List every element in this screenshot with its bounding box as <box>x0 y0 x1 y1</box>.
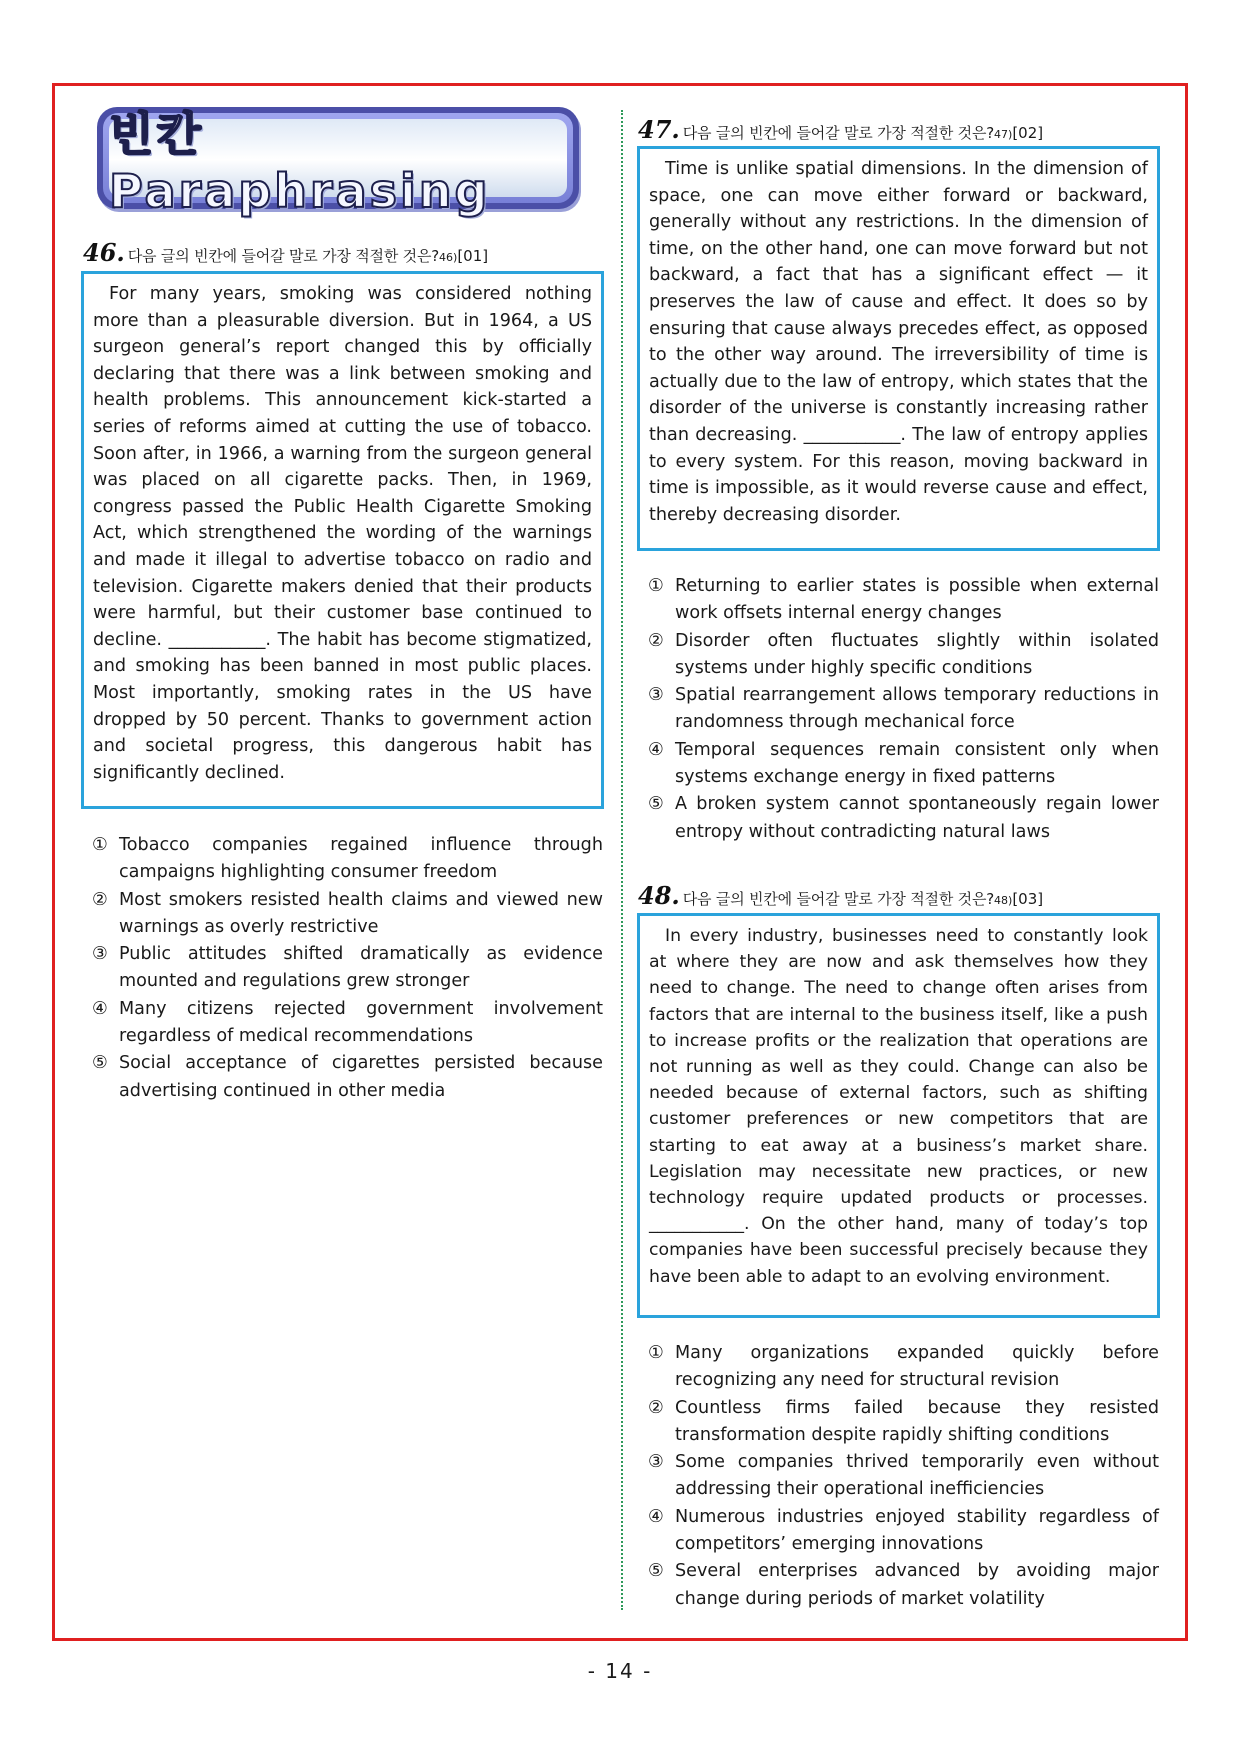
question-number: 48. <box>638 881 680 910</box>
option-3[interactable]: ③ Spatial rearrangement allows temporary reductions in randomness through mechanical force <box>648 685 1159 733</box>
question-prompt: 다음 글의 빈칸에 들어갈 말로 가장 적절한 것은? <box>127 247 440 265</box>
question-47-header <box>638 115 1043 145</box>
question-46-header <box>83 238 488 268</box>
question-code: [01] <box>457 247 489 265</box>
question-48-options <box>648 1340 1159 1613</box>
question-code: [02] <box>1012 124 1044 142</box>
question-number: 46. <box>83 238 125 267</box>
page-number: - 14 - <box>587 1659 653 1683</box>
option-2[interactable]: ② Countless firms failed because they resisted transformation despite rapidly shifting conditions <box>648 1397 1159 1445</box>
column-divider <box>621 110 623 1610</box>
option-2[interactable]: ② Disorder often fluctuates slightly within isolated systems under highly specific conditions <box>648 630 1159 678</box>
question-46-passage: For many years, smoking was considered nothing more than a pleasurable diversion. But in 1964, a US surgeon general’s report changed this by officially declaring that there was a link between smoking and health problems. This announcement kick-started a series of reforms aimed at cutting the use of tobacco. Soon after, in 1966, a warning from the surgeon general was placed on all cigarette packs. Then, in 1969, congress passed the Public Health Cigarette Smoking Act, which strengthened the wording of the warnings and made it illegal to advertise tobacco on radio and television. Cigarette makers denied that their products were harmful, but their customer base continued to decline. ___________. The habit has become stigmatized, and smoking has been banned in most public places. Most importantly, smoking rates in the US have dropped by 50 percent. Thanks to government action and societal progress, this dangerous habit has significantly declined. <box>93 284 592 783</box>
question-48-passage-box <box>637 913 1160 1318</box>
question-47-options <box>648 573 1159 846</box>
question-47-passage-box <box>637 146 1160 551</box>
question-ref: 48) <box>994 894 1013 907</box>
question-ref: 46) <box>439 251 458 264</box>
section-banner <box>97 107 579 218</box>
question-prompt: 다음 글의 빈칸에 들어갈 말로 가장 적절한 것은? <box>682 124 995 142</box>
option-1[interactable]: ① Returning to earlier states is possible when external work offsets internal energy changes <box>648 576 1159 624</box>
option-3[interactable]: ③ Public attitudes shifted dramatically as evidence mounted and regulations grew stronger <box>92 944 603 992</box>
option-4[interactable]: ④ Numerous industries enjoyed stability regardless of competitors’ emerging innovations <box>648 1506 1159 1555</box>
question-47-passage: Time is unlike spatial dimensions. In the dimension of space, one can move either forward or backward, generally without any restrictions. In the dimension of time, on the other hand, one can move forward but not backward, a fact that has a significant effect — it preserves the law of cause and effect. It does so by ensuring that cause always precedes effect, as opposed to the other way around. The irreversibility of time is actually due to the law of entropy, which states that the disorder of the universe is constantly increasing rather than decreasing. ___________. The law of entropy applies to every system. For this reason, moving backward in time is impossible, as it would reverse cause and effect, thereby decreasing disorder. <box>649 159 1148 525</box>
question-prompt: 다음 글의 빈칸에 들어갈 말로 가장 적절한 것은? <box>682 890 995 908</box>
option-4[interactable]: ④ Many citizens rejected government involvement regardless of medical recommendations <box>92 998 603 1047</box>
question-code: [03] <box>1012 890 1044 908</box>
option-5[interactable]: ⑤ Several enterprises advanced by avoiding major change during periods of market volatility <box>648 1561 1159 1609</box>
question-48-header <box>638 881 1043 911</box>
option-3[interactable]: ③ Some companies thrived temporarily even without addressing their operational inefficiencies <box>648 1452 1159 1500</box>
option-5[interactable]: ⑤ Social acceptance of cigarettes persisted because advertising continued in other media <box>92 1053 603 1101</box>
question-46-options <box>92 832 603 1105</box>
question-ref: 47) <box>994 128 1013 141</box>
option-1[interactable]: ① Tobacco companies regained influence through campaigns highlighting consumer freedom <box>92 835 603 883</box>
option-1[interactable]: ① Many organizations expanded quickly before recognizing any need for structural revision <box>648 1343 1159 1391</box>
option-5[interactable]: ⑤ A broken system cannot spontaneously regain lower entropy without contradicting natural laws <box>648 794 1159 842</box>
option-4[interactable]: ④ Temporal sequences remain consistent only when systems exchange energy in fixed patterns <box>648 739 1159 788</box>
section-title: 빈칸 Paraphrasing <box>109 107 491 218</box>
question-number: 47. <box>638 115 680 144</box>
question-48-passage: In every industry, businesses need to constantly look at where they are now and ask themselves how they need to change. The need to change often arises from factors that are internal to the business itself, like a push to increase profits or the realization that operations are not running as well as they could. Change can also be needed because of external factors, such as shifting customer preferences or new competitors that are starting to eat away at a business’s market share. Legislation may necessitate new practices, or new technology require updated products or processes. ___________. On the other hand, many of today’s top companies have been successful precisely because they have been able to adapt to an evolving environment. <box>649 926 1148 1287</box>
question-46-passage-box <box>81 271 604 809</box>
option-2[interactable]: ② Most smokers resisted health claims and viewed new warnings as overly restrictive <box>92 889 603 937</box>
